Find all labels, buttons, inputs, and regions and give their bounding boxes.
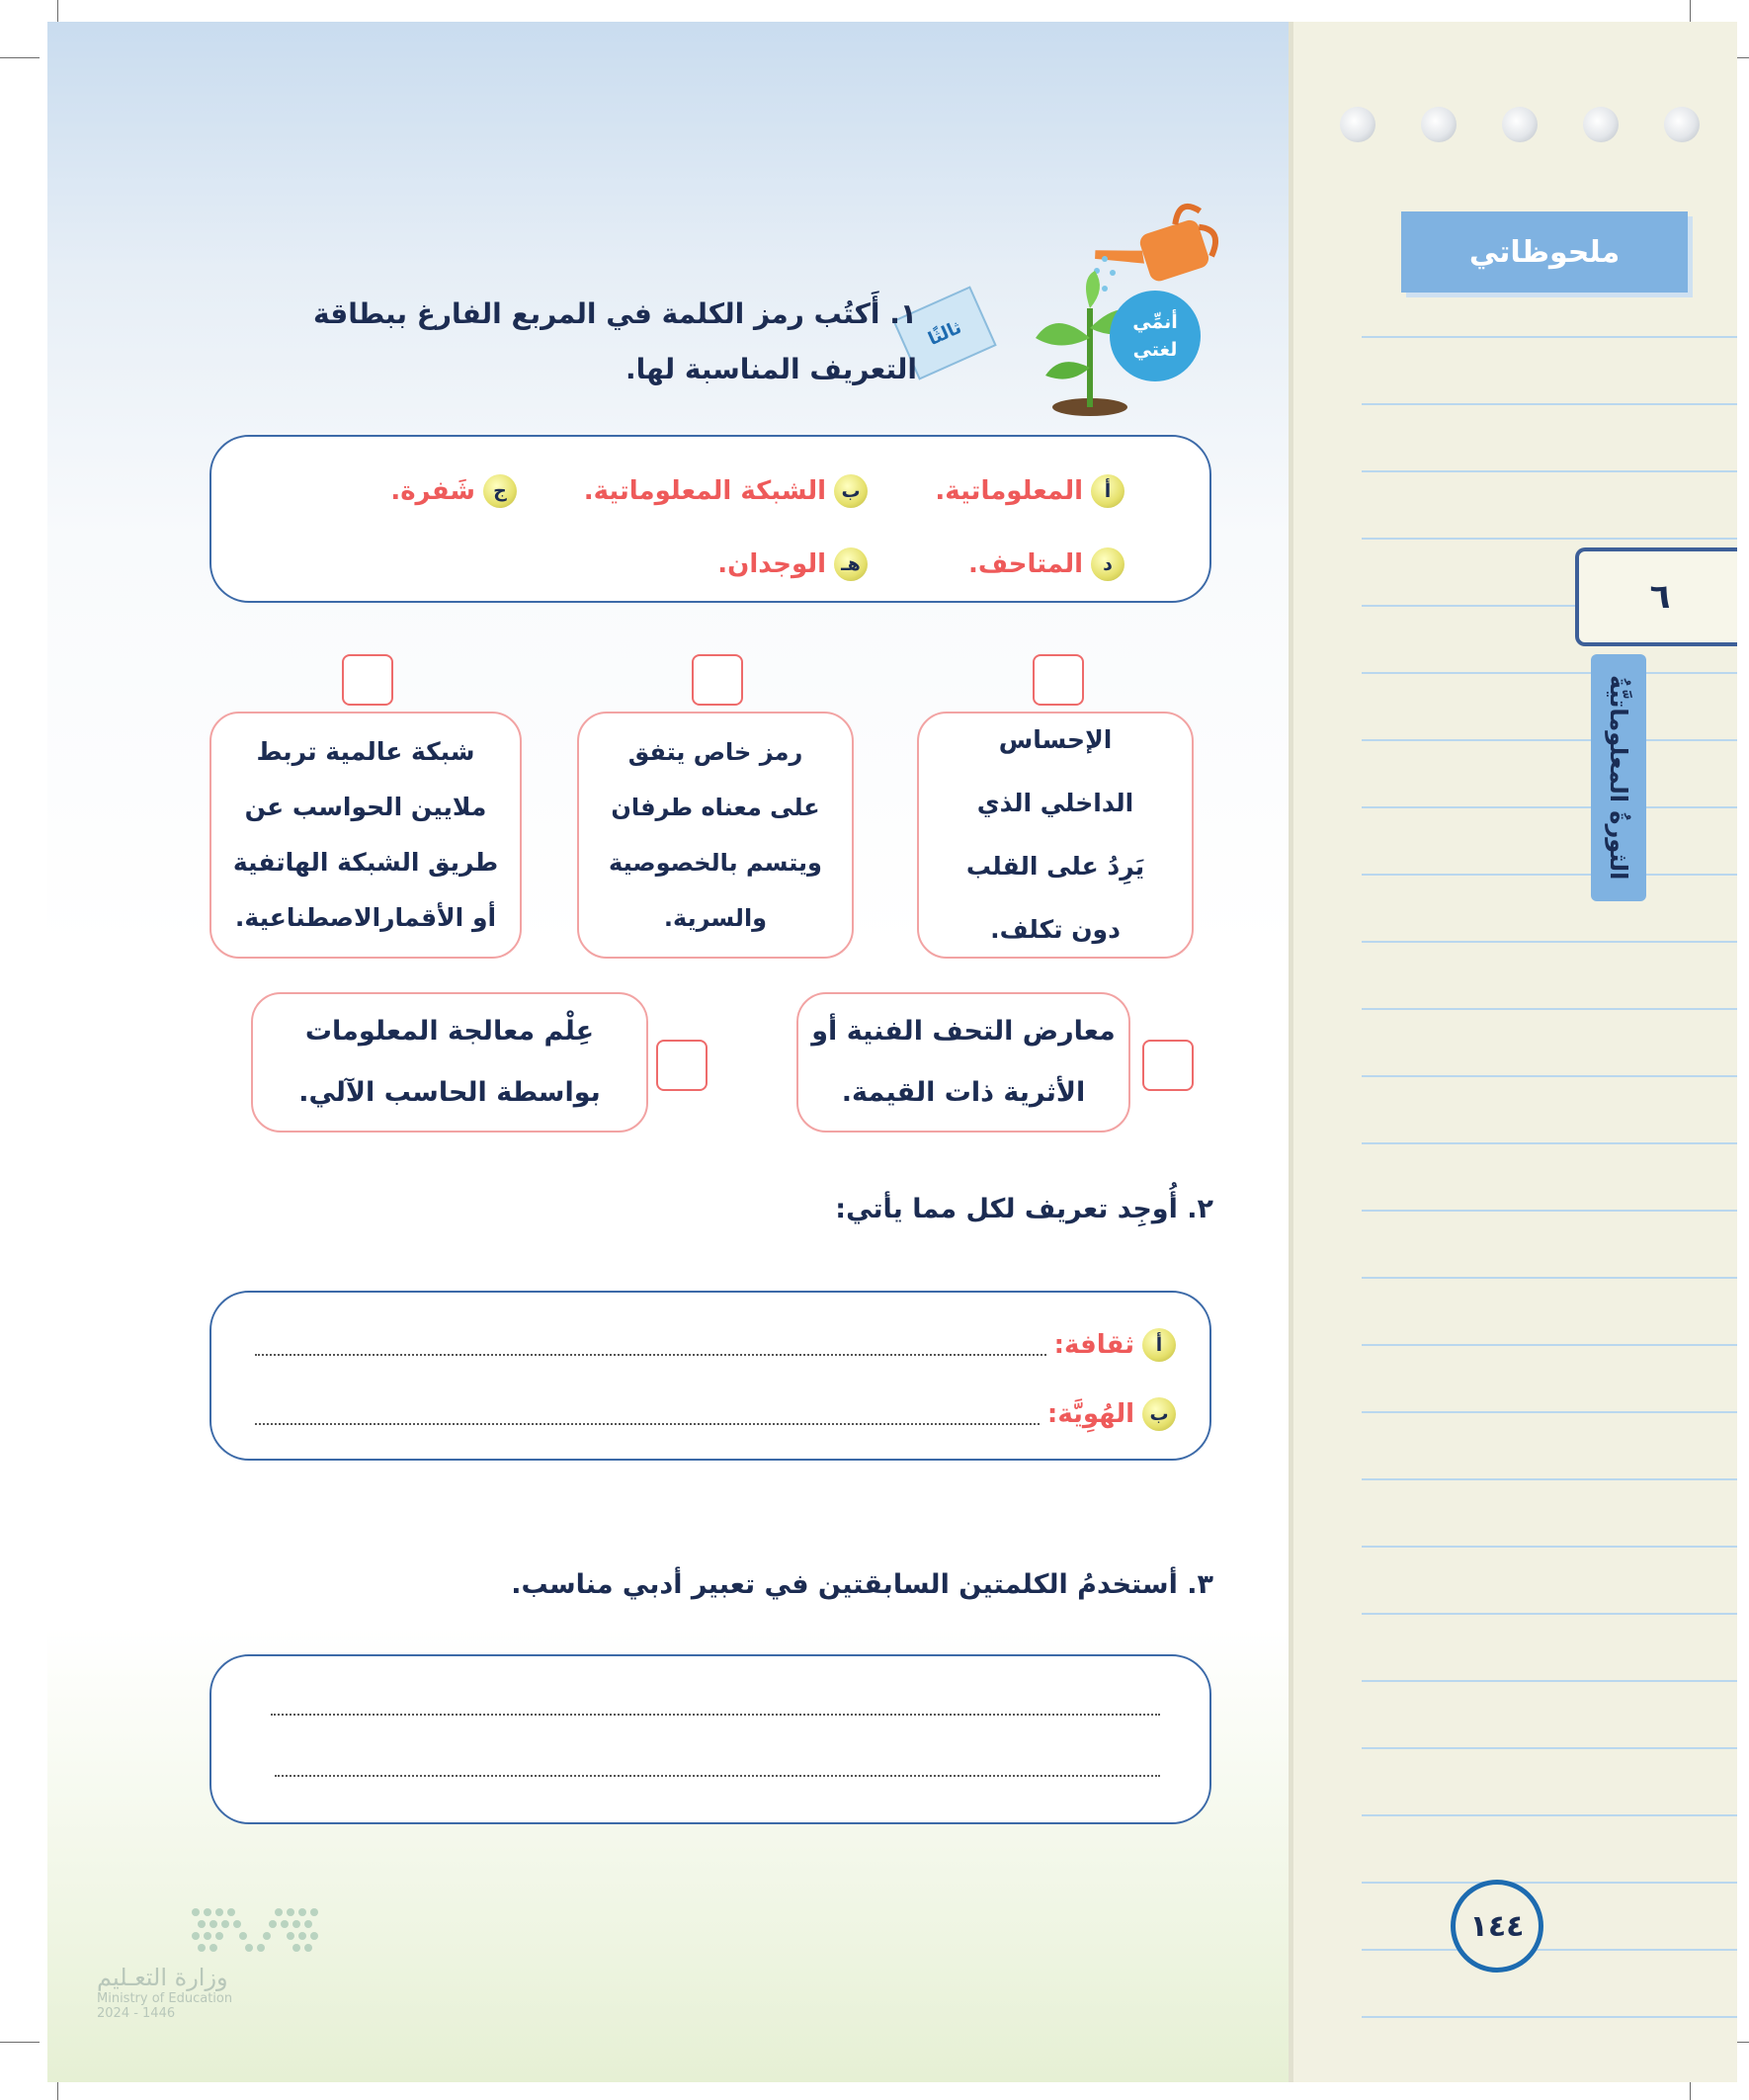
option-key: أ [1091,474,1124,508]
unit-number: ٦ [1575,547,1737,646]
unit-title: الثورةُ المعلوماتيَّةُ [1591,654,1646,901]
binder-hole-icon [1421,107,1457,142]
definition-card-1: الإحساس الداخلي الذي يَرِدُ على القلب دون تكلف. [917,712,1194,959]
notes-rule-line [1362,806,1737,808]
notes-rule-line [1362,1008,1737,1010]
item-label: ثقافة: [1053,1330,1134,1360]
q1-prompt-line1: ١. أَكتُب رمز الكلمة في المربع الفارغ ببطاقة [312,297,917,330]
definition-card-3: شبكة عالمية تربط ملايين الحواسب عن طريق الشبكة الهاتفية أو الأقمارالاصطناعية. [209,712,522,959]
option-label: المتاحف. [967,549,1083,579]
notes-rule-line [1362,1411,1737,1413]
notes-rule-line [1362,538,1737,540]
notes-rule-line [1362,1210,1737,1212]
writing-line-1[interactable] [271,1714,1160,1716]
notes-rule-line [1362,1949,1737,1951]
answer-box-2[interactable] [692,654,743,706]
q1-prompt-line2: التعريف المناسبة لها. [625,353,917,385]
notes-rule-line [1362,1075,1737,1077]
answer-box-4[interactable] [1142,1040,1194,1091]
binder-hole-icon [1664,107,1700,142]
answer-box-1[interactable] [1033,654,1084,706]
answer-box-5[interactable] [656,1040,708,1091]
q1-prompt [166,287,917,397]
definition-card-2: رمز خاص يتفق على معناه طرفان ويتسم بالخصوصية والسرية. [577,712,854,959]
notes-rule-line [1362,1814,1737,1816]
binder-hole-icon [1340,107,1375,142]
ministry-year: 2024 - 1446 [97,2006,176,2021]
definition-card-4: معارض التحف الفنية أو الأثرية ذات القيمة. [796,992,1130,1133]
option-key: هـ [834,547,868,581]
binder-hole-icon [1583,107,1619,142]
notes-rule-line [1362,470,1737,472]
workbook-page [47,22,1737,2082]
definition-line-a[interactable] [255,1328,1176,1362]
option-d [968,547,1124,581]
binder-hole-icon [1502,107,1538,142]
option-a [935,474,1124,508]
notes-rule-line [1362,1142,1737,1144]
crop-mark [0,57,40,58]
notes-rule-line [1362,1277,1737,1279]
ministry-name-ar: وزارة التعـليم [97,1964,228,1991]
option-key: ج [483,474,517,508]
notes-rule-line [1362,336,1737,338]
option-key: د [1091,547,1124,581]
notes-rule-line [1362,1747,1737,1749]
q2-panel [209,1291,1211,1461]
crop-mark [0,2042,40,2043]
option-e [717,547,868,581]
option-label: المعلوماتية. [935,476,1083,506]
answer-dotted-line[interactable] [255,1403,1040,1425]
option-label: الوجدان. [717,549,826,579]
notes-rule-line [1362,403,1737,405]
section-card: ثالثًا [892,286,996,379]
notes-rule-line [1362,739,1737,741]
notes-title: ملحوظاتي [1401,211,1688,293]
item-key: ب [1142,1397,1176,1431]
item-label: الهُوِيَّة: [1046,1399,1134,1429]
notes-rule-line [1362,1478,1737,1480]
ministry-name-en: Ministry of Education [97,1991,233,2006]
ministry-emblem-icon [176,1904,334,1954]
notes-panel [1289,22,1737,2082]
notes-rule-line [1362,1680,1737,1682]
notes-rule-line [1362,672,1737,674]
answer-box-3[interactable] [342,654,393,706]
notes-rule-line [1362,1546,1737,1548]
item-key: أ [1142,1328,1176,1362]
notes-rule-line [1362,874,1737,876]
notes-rule-line [1362,1344,1737,1346]
section-badge: أنمِّي لغتي [1110,291,1201,381]
q2-prompt: ٢. أُوجِد تعريف لكل مما يأتي: [835,1194,1213,1224]
q3-panel [209,1654,1211,1824]
q3-prompt: ٣. أستخدمُ الكلمتين السابقتين في تعبير أدبي مناسب. [511,1569,1213,1600]
option-label: شَفرة. [390,476,475,506]
definition-line-b[interactable] [255,1397,1176,1431]
notes-rule-line [1362,1613,1737,1615]
ministry-logo [97,1904,334,2021]
writing-line-2[interactable] [275,1775,1160,1777]
notes-rule-line [1362,1882,1737,1884]
page-number: ١٤٤ [1451,1880,1543,1973]
definition-card-5: عِلْم معالجة المعلومات بواسطة الحاسب الآلي. [251,992,648,1133]
option-label: الشبكة المعلوماتية. [583,476,826,506]
option-key: ب [834,474,868,508]
notes-rule-line [1362,2016,1737,2018]
option-b [584,474,868,508]
notes-rule-line [1362,941,1737,943]
answer-dotted-line[interactable] [255,1334,1046,1356]
option-c [390,474,517,508]
